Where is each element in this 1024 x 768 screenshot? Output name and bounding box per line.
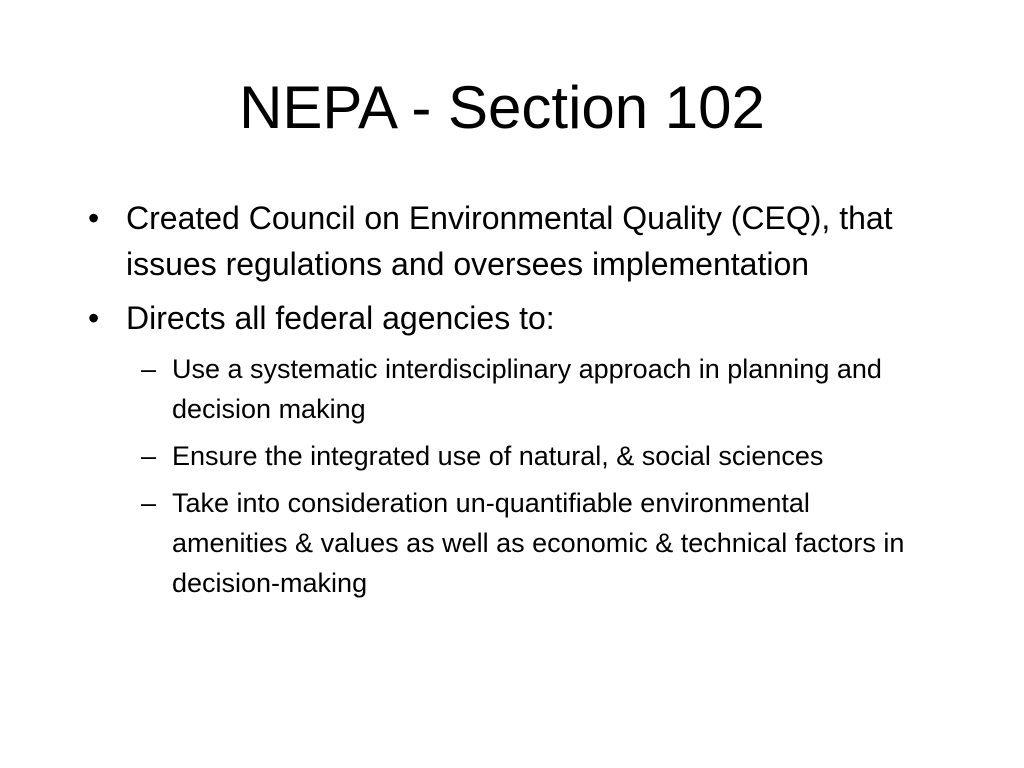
bullet-icon: •: [88, 300, 100, 336]
dash-icon: –: [141, 354, 157, 384]
bullet-item-ceq: [88, 195, 928, 287]
sub-item-amenities: [88, 483, 928, 603]
bullet-icon: •: [88, 200, 100, 236]
sub-item-text: Ensure the integrated use of natural, & social sciences: [172, 441, 824, 471]
slide-title: NEPA - Section 102: [239, 74, 765, 141]
bullet-text: Created Council on Environmental Quality (CEQ), that issues regulations and oversees implementation: [126, 200, 893, 282]
sub-item-interdisciplinary: [88, 349, 928, 429]
dash-icon: –: [141, 488, 157, 518]
sub-list-container: [88, 349, 928, 603]
dash-icon: –: [141, 441, 157, 471]
bullet-item-directs: [88, 295, 928, 341]
sub-item-sciences: [88, 436, 928, 476]
sub-item-text: Take into consideration un-quantifiable environmental amenities & values as well as economic & technical factors in decision-making: [172, 488, 905, 598]
bullet-list: [88, 195, 928, 610]
sub-item-text: Use a systematic interdisciplinary approach in planning and decision making: [172, 354, 882, 424]
bullet-text: Directs all federal agencies to:: [126, 300, 555, 336]
sub-bullet-list: [88, 349, 928, 603]
